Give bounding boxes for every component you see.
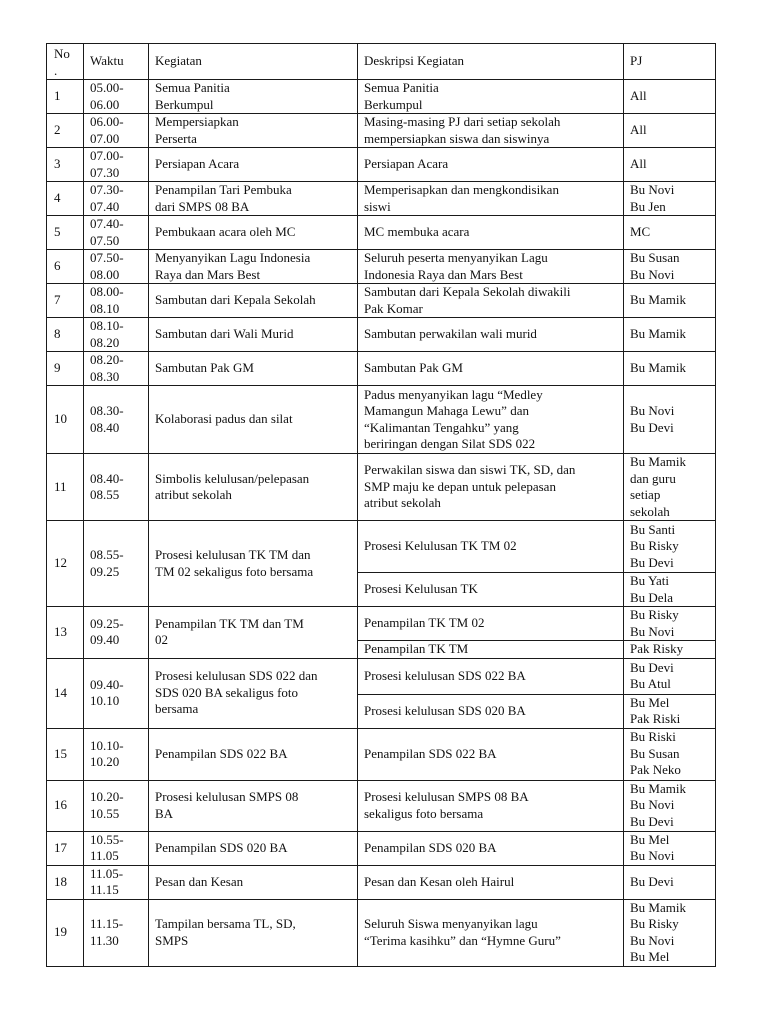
table-row bbox=[47, 607, 716, 641]
schedule-table bbox=[46, 43, 716, 967]
row-no: 3 bbox=[47, 148, 84, 182]
row-no: 18 bbox=[47, 865, 84, 899]
row-pj: Bu Mel Bu Novi bbox=[624, 831, 716, 865]
row-waktu: 08.55- 09.25 bbox=[84, 521, 149, 607]
row-kegiatan: Prosesi kelulusan TK TM dan TM 02 sekaligus foto bersama bbox=[149, 521, 358, 607]
row-pj: Pak Risky bbox=[624, 641, 716, 659]
row-no: 12 bbox=[47, 521, 84, 607]
row-no: 11 bbox=[47, 454, 84, 521]
row-pj: Bu Mel Pak Riski bbox=[624, 694, 716, 728]
row-waktu: 07.30- 07.40 bbox=[84, 182, 149, 216]
row-waktu: 07.50- 08.00 bbox=[84, 250, 149, 284]
row-pj: Bu Mamik Bu Risky Bu Novi Bu Mel bbox=[624, 899, 716, 966]
row-kegiatan: Penampilan TK TM dan TM 02 bbox=[149, 607, 358, 659]
row-kegiatan: Prosesi kelulusan SDS 022 dan SDS 020 BA sekaligus foto bersama bbox=[149, 658, 358, 728]
row-kegiatan: Pembukaan acara oleh MC bbox=[149, 216, 358, 250]
row-deskripsi: MC membuka acara bbox=[358, 216, 624, 250]
row-waktu: 07.40- 07.50 bbox=[84, 216, 149, 250]
row-no: 1 bbox=[47, 80, 84, 114]
row-waktu: 07.00- 07.30 bbox=[84, 148, 149, 182]
row-pj: Bu Devi bbox=[624, 865, 716, 899]
row-waktu: 10.20- 10.55 bbox=[84, 780, 149, 831]
row-no: 19 bbox=[47, 899, 84, 966]
row-no: 17 bbox=[47, 831, 84, 865]
table-row bbox=[47, 80, 716, 114]
row-deskripsi: Prosesi kelulusan SDS 022 BA bbox=[358, 658, 624, 694]
row-deskripsi: Sambutan Pak GM bbox=[358, 352, 624, 386]
row-pj: Bu Novi Bu Devi bbox=[624, 386, 716, 454]
row-waktu: 05.00- 06.00 bbox=[84, 80, 149, 114]
table-row bbox=[47, 386, 716, 454]
row-kegiatan: Tampilan bersama TL, SD, SMPS bbox=[149, 899, 358, 966]
row-deskripsi: Penampilan TK TM bbox=[358, 641, 624, 659]
row-deskripsi: Pesan dan Kesan oleh Hairul bbox=[358, 865, 624, 899]
row-no: 5 bbox=[47, 216, 84, 250]
table-row bbox=[47, 352, 716, 386]
row-no: 15 bbox=[47, 728, 84, 780]
row-no: 16 bbox=[47, 780, 84, 831]
table-row bbox=[47, 780, 716, 831]
row-deskripsi: Sambutan dari Kepala Sekolah diwakili Pak Komar bbox=[358, 284, 624, 318]
header-deskripsi: Deskripsi Kegiatan bbox=[358, 44, 624, 80]
row-pj: All bbox=[624, 114, 716, 148]
row-pj: Bu Mamik bbox=[624, 352, 716, 386]
row-pj: All bbox=[624, 80, 716, 114]
row-deskripsi: Semua Panitia Berkumpul bbox=[358, 80, 624, 114]
table-row bbox=[47, 114, 716, 148]
row-deskripsi: Penampilan TK TM 02 bbox=[358, 607, 624, 641]
header-waktu: Waktu bbox=[84, 44, 149, 80]
row-pj: Bu Santi Bu Risky Bu Devi bbox=[624, 521, 716, 573]
row-waktu: 09.40- 10.10 bbox=[84, 658, 149, 728]
row-pj: Bu Novi Bu Jen bbox=[624, 182, 716, 216]
row-kegiatan: Penampilan SDS 020 BA bbox=[149, 831, 358, 865]
row-kegiatan: Prosesi kelulusan SMPS 08 BA bbox=[149, 780, 358, 831]
row-waktu: 08.00- 08.10 bbox=[84, 284, 149, 318]
row-pj: Bu Mamik bbox=[624, 284, 716, 318]
row-pj: Bu Riski Bu Susan Pak Neko bbox=[624, 728, 716, 780]
header-kegiatan: Kegiatan bbox=[149, 44, 358, 80]
table-row bbox=[47, 284, 716, 318]
row-kegiatan: Simbolis kelulusan/pelepasan atribut sekolah bbox=[149, 454, 358, 521]
table-row bbox=[47, 728, 716, 780]
header-no: No . bbox=[47, 44, 84, 80]
row-kegiatan: Sambutan dari Wali Murid bbox=[149, 318, 358, 352]
row-deskripsi: Sambutan perwakilan wali murid bbox=[358, 318, 624, 352]
row-waktu: 10.55- 11.05 bbox=[84, 831, 149, 865]
row-pj: Bu Risky Bu Novi bbox=[624, 607, 716, 641]
row-kegiatan: Sambutan dari Kepala Sekolah bbox=[149, 284, 358, 318]
row-kegiatan: Semua Panitia Berkumpul bbox=[149, 80, 358, 114]
row-no: 14 bbox=[47, 658, 84, 728]
row-kegiatan: Kolaborasi padus dan silat bbox=[149, 386, 358, 454]
row-kegiatan: Penampilan SDS 022 BA bbox=[149, 728, 358, 780]
row-pj: Bu Susan Bu Novi bbox=[624, 250, 716, 284]
row-kegiatan: Persiapan Acara bbox=[149, 148, 358, 182]
table-row bbox=[47, 521, 716, 573]
row-no: 2 bbox=[47, 114, 84, 148]
row-pj: Bu Mamik Bu Novi Bu Devi bbox=[624, 780, 716, 831]
row-waktu: 11.15- 11.30 bbox=[84, 899, 149, 966]
row-waktu: 08.40- 08.55 bbox=[84, 454, 149, 521]
row-deskripsi: Memperisapkan dan mengkondisikan siswi bbox=[358, 182, 624, 216]
table-row bbox=[47, 182, 716, 216]
row-deskripsi: Masing-masing PJ dari setiap sekolah mempersiapkan siswa dan siswinya bbox=[358, 114, 624, 148]
table-header-row bbox=[47, 44, 716, 80]
row-waktu: 08.20- 08.30 bbox=[84, 352, 149, 386]
row-no: 8 bbox=[47, 318, 84, 352]
row-deskripsi: Prosesi Kelulusan TK TM 02 bbox=[358, 521, 624, 573]
row-deskripsi: Penampilan SDS 022 BA bbox=[358, 728, 624, 780]
row-pj: Bu Devi Bu Atul bbox=[624, 658, 716, 694]
row-kegiatan: Menyanyikan Lagu Indonesia Raya dan Mars Best bbox=[149, 250, 358, 284]
row-deskripsi: Perwakilan siswa dan siswi TK, SD, dan SMP maju ke depan untuk pelepasan atribut sekolah bbox=[358, 454, 624, 521]
row-deskripsi: Persiapan Acara bbox=[358, 148, 624, 182]
row-waktu: 11.05- 11.15 bbox=[84, 865, 149, 899]
row-kegiatan: Penampilan Tari Pembuka dari SMPS 08 BA bbox=[149, 182, 358, 216]
table-row bbox=[47, 454, 716, 521]
row-deskripsi: Prosesi kelulusan SMPS 08 BA sekaligus foto bersama bbox=[358, 780, 624, 831]
table-row bbox=[47, 831, 716, 865]
header-pj: PJ bbox=[624, 44, 716, 80]
table-row bbox=[47, 318, 716, 352]
row-waktu: 09.25- 09.40 bbox=[84, 607, 149, 659]
row-waktu: 10.10- 10.20 bbox=[84, 728, 149, 780]
row-deskripsi: Seluruh Siswa menyanyikan lagu “Terima kasihku” dan “Hymne Guru” bbox=[358, 899, 624, 966]
row-pj: Bu Mamik bbox=[624, 318, 716, 352]
table-row bbox=[47, 899, 716, 966]
table-row bbox=[47, 250, 716, 284]
row-deskripsi: Padus menyanyikan lagu “Medley Mamangun Mahaga Lewu” dan “Kalimantan Tengahku” yang beriringan dengan Silat SDS 022 bbox=[358, 386, 624, 454]
table-row bbox=[47, 148, 716, 182]
row-pj: Bu Yati Bu Dela bbox=[624, 573, 716, 607]
row-deskripsi: Penampilan SDS 020 BA bbox=[358, 831, 624, 865]
row-no: 10 bbox=[47, 386, 84, 454]
row-kegiatan: Sambutan Pak GM bbox=[149, 352, 358, 386]
table-row bbox=[47, 658, 716, 694]
row-no: 4 bbox=[47, 182, 84, 216]
row-no: 6 bbox=[47, 250, 84, 284]
table-row bbox=[47, 216, 716, 250]
row-kegiatan: Mempersiapkan Perserta bbox=[149, 114, 358, 148]
row-waktu: 06.00- 07.00 bbox=[84, 114, 149, 148]
row-no: 7 bbox=[47, 284, 84, 318]
schedule-table-body bbox=[47, 44, 716, 967]
row-deskripsi: Seluruh peserta menyanyikan Lagu Indonesia Raya dan Mars Best bbox=[358, 250, 624, 284]
row-deskripsi: Prosesi Kelulusan TK bbox=[358, 573, 624, 607]
table-row bbox=[47, 865, 716, 899]
row-pj: Bu Mamik dan guru setiap sekolah bbox=[624, 454, 716, 521]
row-pj: MC bbox=[624, 216, 716, 250]
row-pj: All bbox=[624, 148, 716, 182]
row-waktu: 08.30- 08.40 bbox=[84, 386, 149, 454]
row-waktu: 08.10- 08.20 bbox=[84, 318, 149, 352]
row-no: 13 bbox=[47, 607, 84, 659]
row-deskripsi: Prosesi kelulusan SDS 020 BA bbox=[358, 694, 624, 728]
row-kegiatan: Pesan dan Kesan bbox=[149, 865, 358, 899]
row-no: 9 bbox=[47, 352, 84, 386]
